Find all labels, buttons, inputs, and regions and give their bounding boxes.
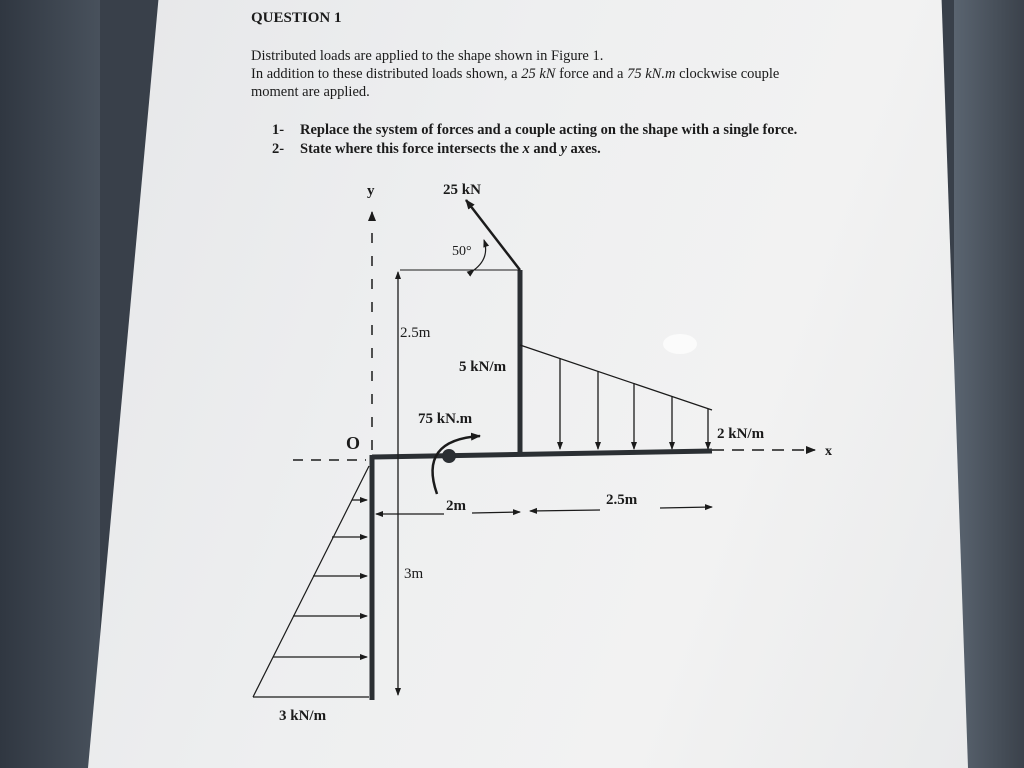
- dimension-2m-label: 2m: [446, 498, 466, 514]
- dimension-3m-label: 3m: [404, 566, 424, 582]
- glare-spot: [663, 334, 697, 354]
- dimension-2-5m-label: 2.5m: [400, 325, 431, 341]
- task-2: 2- State where this force intersects the x and y axes.: [272, 141, 601, 157]
- force-25kn-arrow: [466, 200, 520, 270]
- question-line-3: moment are applied.: [251, 84, 370, 100]
- load-5kn-label: 5 kN/m: [459, 359, 507, 375]
- x-axis-label: x: [825, 444, 832, 459]
- question-title: QUESTION 1: [251, 10, 342, 26]
- couple-label: 75 kN.m: [418, 411, 473, 427]
- angle-label: 50°: [452, 244, 472, 259]
- distributed-load-bottom: [253, 466, 369, 697]
- couple-moment-symbol: [433, 436, 480, 494]
- distributed-load-right: [520, 345, 712, 449]
- angle-arc: [474, 240, 486, 270]
- dimension-horizontal: [376, 507, 712, 514]
- question-line-1: Distributed loads are applied to the shape shown in Figure 1.: [251, 48, 604, 64]
- dimension-2-5m-horizontal-label: 2.5m: [606, 492, 638, 508]
- task-1: 1- Replace the system of forces and a couple acting on the shape with a single force.: [272, 122, 798, 138]
- origin-label: O: [346, 433, 361, 453]
- question-line-2: In addition to these distributed loads shown, a 25 kN force and a 75 kN.m clockwise couple: [251, 66, 780, 82]
- y-axis-label: y: [367, 183, 375, 199]
- load-3kn-label: 3 kN/m: [279, 708, 327, 724]
- force-label: 25 kN: [443, 182, 481, 198]
- load-2kn-label: 2 kN/m: [717, 426, 765, 442]
